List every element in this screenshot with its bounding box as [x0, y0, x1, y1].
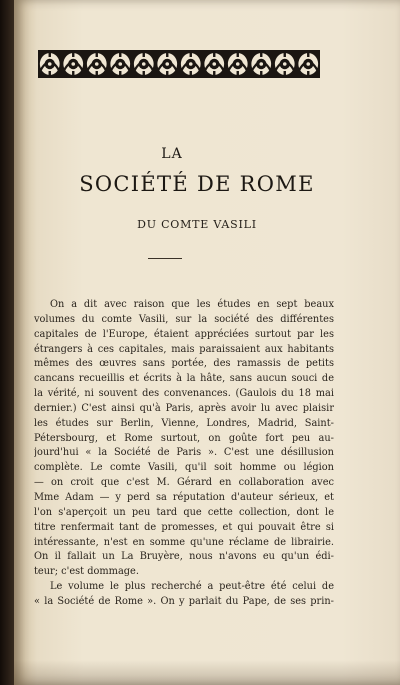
- text-line: « la Société de Rome ». On y parlait du Pape, de ses prin-: [34, 595, 334, 607]
- text-line: On il fallait un La Bruyère, nous n'avons eu qu'un édi-: [34, 551, 334, 563]
- text-line: teur; c'est dommage.: [34, 566, 139, 578]
- page-bottom-shadow: [14, 660, 400, 685]
- text-line: jourd'hui « la Société de Paris ». C'est une désillusion: [34, 447, 334, 459]
- fleuron-icon: [297, 50, 321, 78]
- text-line: cancans recueillis et écrits à la hâte, sans aucun souci de: [34, 373, 334, 385]
- fleuron-icon: [109, 50, 133, 78]
- body-text: [34, 298, 334, 610]
- heading-article: LA: [161, 146, 183, 162]
- fleuron-icon: [156, 50, 180, 78]
- text-line: — on croit que c'est M. Gérard en collaboration avec: [34, 477, 334, 489]
- text-line: capitales de l'Europe, étaient appréciées surtout par les: [34, 328, 334, 340]
- text-line: On a dit avec raison que les études en sept beaux: [50, 299, 334, 310]
- text-line: mêmes des œuvres sans portée, des ramassis de petits: [34, 358, 334, 370]
- fleuron-icon: [179, 50, 203, 78]
- page-subtitle: DU COMTE VASILI: [137, 218, 257, 231]
- fleuron-icon: [132, 50, 156, 78]
- page-title: SOCIÉTÉ DE ROME: [79, 172, 315, 196]
- text-line: l'on s'aperçoit un peu tard que cette collection, dont le: [34, 506, 334, 518]
- ornament-band: [38, 50, 320, 78]
- fleuron-icon: [85, 50, 109, 78]
- text-line: intéressante, n'est en somme qu'une réclame de librairie.: [34, 536, 334, 548]
- text-line: volumes du comte Vasili, sur la société des différentes: [34, 313, 334, 325]
- text-line: étrangers à ces capitales, mais paraissaient aux habitants: [34, 343, 334, 355]
- text-line: titre renfermait tant de promesses, et qui pouvait être si: [34, 521, 334, 533]
- text-line: complète. Le comte Vasili, qu'il soit homme ou légion: [34, 462, 334, 474]
- section-divider: [148, 258, 182, 259]
- text-line: la vérité, ni souvent des convenances. (Gaulois du 18 mai: [34, 388, 334, 400]
- text-line: Pétersbourg, et Rome surtout, on goûte fort peu au-: [34, 432, 334, 444]
- text-line: les études sur Berlin, Vienne, Londres, Madrid, Saint-: [34, 417, 334, 429]
- text-line: dernier.) C'est ainsi qu'à Paris, après avoir lu avec plaisir: [34, 402, 334, 414]
- fleuron-icon: [273, 50, 297, 78]
- fleuron-icon: [203, 50, 227, 78]
- fleuron-icon: [62, 50, 86, 78]
- fleuron-icon: [226, 50, 250, 78]
- fleuron-icon: [38, 50, 62, 78]
- text-line: Le volume le plus recherché a peut-être été celui de: [50, 581, 334, 593]
- text-line: Mme Adam — y perd sa réputation d'auteur sérieux, et: [34, 491, 334, 503]
- fleuron-icon: [250, 50, 274, 78]
